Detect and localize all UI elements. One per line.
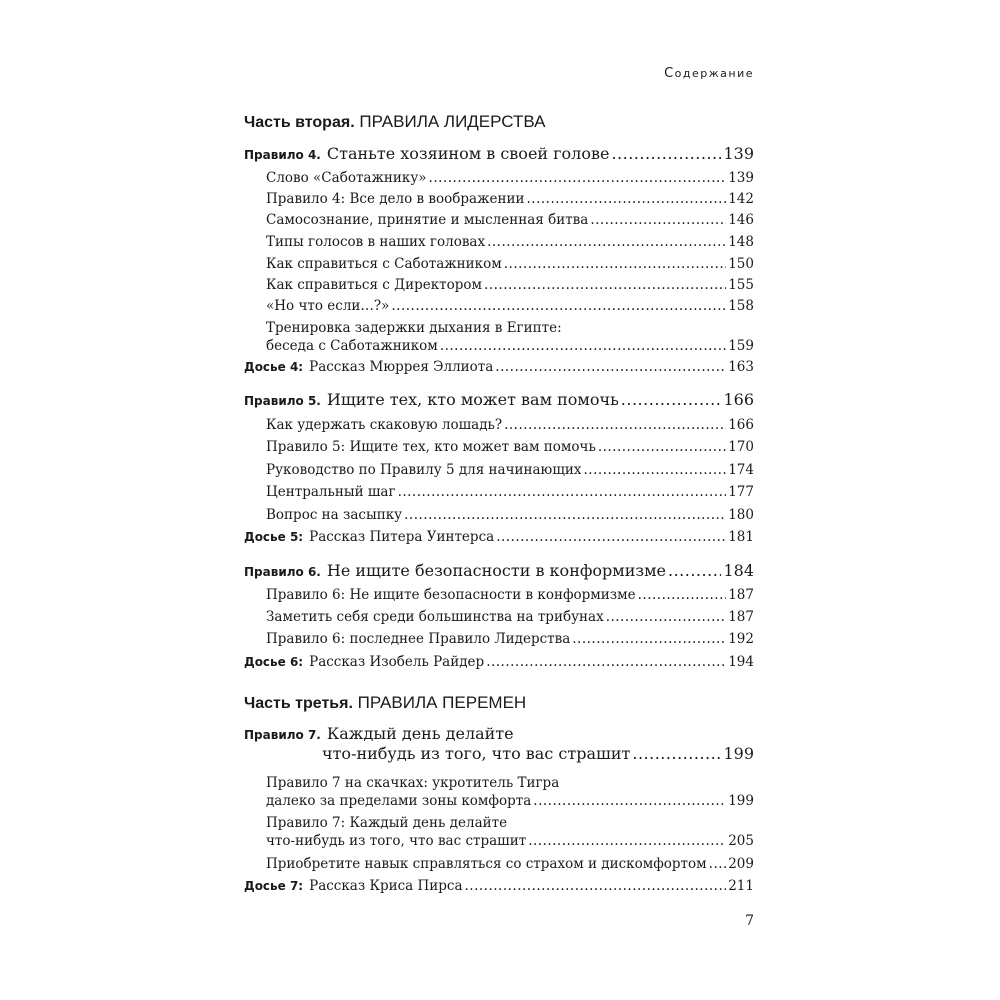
toc-entry[interactable]: Типы голосов в наших головах ..... 148 (266, 232, 754, 253)
toc-entry[interactable]: Приобретите навык справляться со страхом и дискомфортом ..... 209 (266, 854, 754, 875)
part-three-heading: Часть третья. ПРАВИЛА ПЕРЕМЕН (244, 693, 527, 712)
toc-entry[interactable]: Самосознание, принятие и мысленная битва ..... 146 (266, 210, 754, 231)
toc-entry[interactable]: что-нибудь из того, что вас страшит ..... 205 (266, 831, 754, 852)
toc-entry-rule-7-line1: Правило 7. Каждый день делайте (244, 724, 514, 743)
toc-entry[interactable]: Правило 5: Ищите тех, кто может вам помочь ..... 170 (266, 437, 754, 458)
toc-entry[interactable]: Как справиться с Саботажником ..... 150 (266, 254, 754, 275)
toc-entry[interactable]: «Но что если…?» ..... 158 (266, 296, 754, 317)
toc-entry[interactable]: далеко за пределами зоны комфорта ..... 199 (266, 791, 754, 812)
toc-entry[interactable]: Вопрос на засыпку ..... 180 (266, 505, 754, 526)
toc-entry[interactable]: Как справиться с Директором ..... 155 (266, 275, 754, 296)
toc-entry[interactable]: Заметить себя среди большинства на трибунах ..... 187 (266, 607, 754, 628)
toc-entry-rule-5[interactable]: Правило 5. Ищите тех, кто может вам помочь ..... 166 (244, 389, 754, 412)
toc-entry[interactable]: Руководство по Правилу 5 для начинающих ..... 174 (266, 460, 754, 481)
toc-entry[interactable]: Правило 4: Все дело в воображении ..... 142 (266, 189, 754, 210)
toc-entry-rule-7[interactable]: что-нибудь из того, что вас страшит ..... 199 (322, 743, 754, 764)
toc-entry[interactable]: Как удержать скаковую лошадь? ..... 166 (266, 415, 754, 436)
toc-entry-dossier-4[interactable]: Досье 4: Рассказ Мюррея Эллиота ..... 163 (244, 357, 754, 378)
toc-entry-line1: Правило 7: Каждый день делайте (266, 815, 508, 831)
toc-entry-rule-4[interactable]: Правило 4. Станьте хозяином в своей голове ..... 139 (244, 143, 754, 166)
toc-entry-line1: Правило 7 на скачках: укротитель Тигра (266, 775, 560, 791)
toc-entry[interactable]: беседа с Саботажником ..... 159 (266, 336, 754, 357)
toc-entry[interactable]: Правило 6: последнее Правило Лидерства ..... 192 (266, 629, 754, 650)
toc-entry[interactable]: Правило 6: Не ищите безопасности в конформизме ..... 187 (266, 585, 754, 606)
toc-entry-dossier-6[interactable]: Досье 6: Рассказ Изобель Райдер ..... 194 (244, 652, 754, 673)
toc-entry-dossier-7[interactable]: Досье 7: Рассказ Криса Пирса ..... 211 (244, 876, 754, 897)
toc-entry[interactable]: Слово «Саботажнику» ..... 139 (266, 168, 754, 189)
part-two-heading: Часть вторая. ПРАВИЛА ЛИДЕРСТВА (244, 112, 546, 131)
toc-entry[interactable]: Центральный шаг ..... 177 (266, 482, 754, 503)
toc-entry-line1: Тренировка задержки дыхания в Египте: (266, 320, 562, 336)
page-number: 7 (745, 913, 754, 929)
toc-entry-rule-6[interactable]: Правило 6. Не ищите безопасности в конформизме ..... 184 (244, 560, 754, 583)
running-header: Содержание (664, 66, 754, 81)
toc-entry-dossier-5[interactable]: Досье 5: Рассказ Питера Уинтерса ..... 181 (244, 527, 754, 548)
